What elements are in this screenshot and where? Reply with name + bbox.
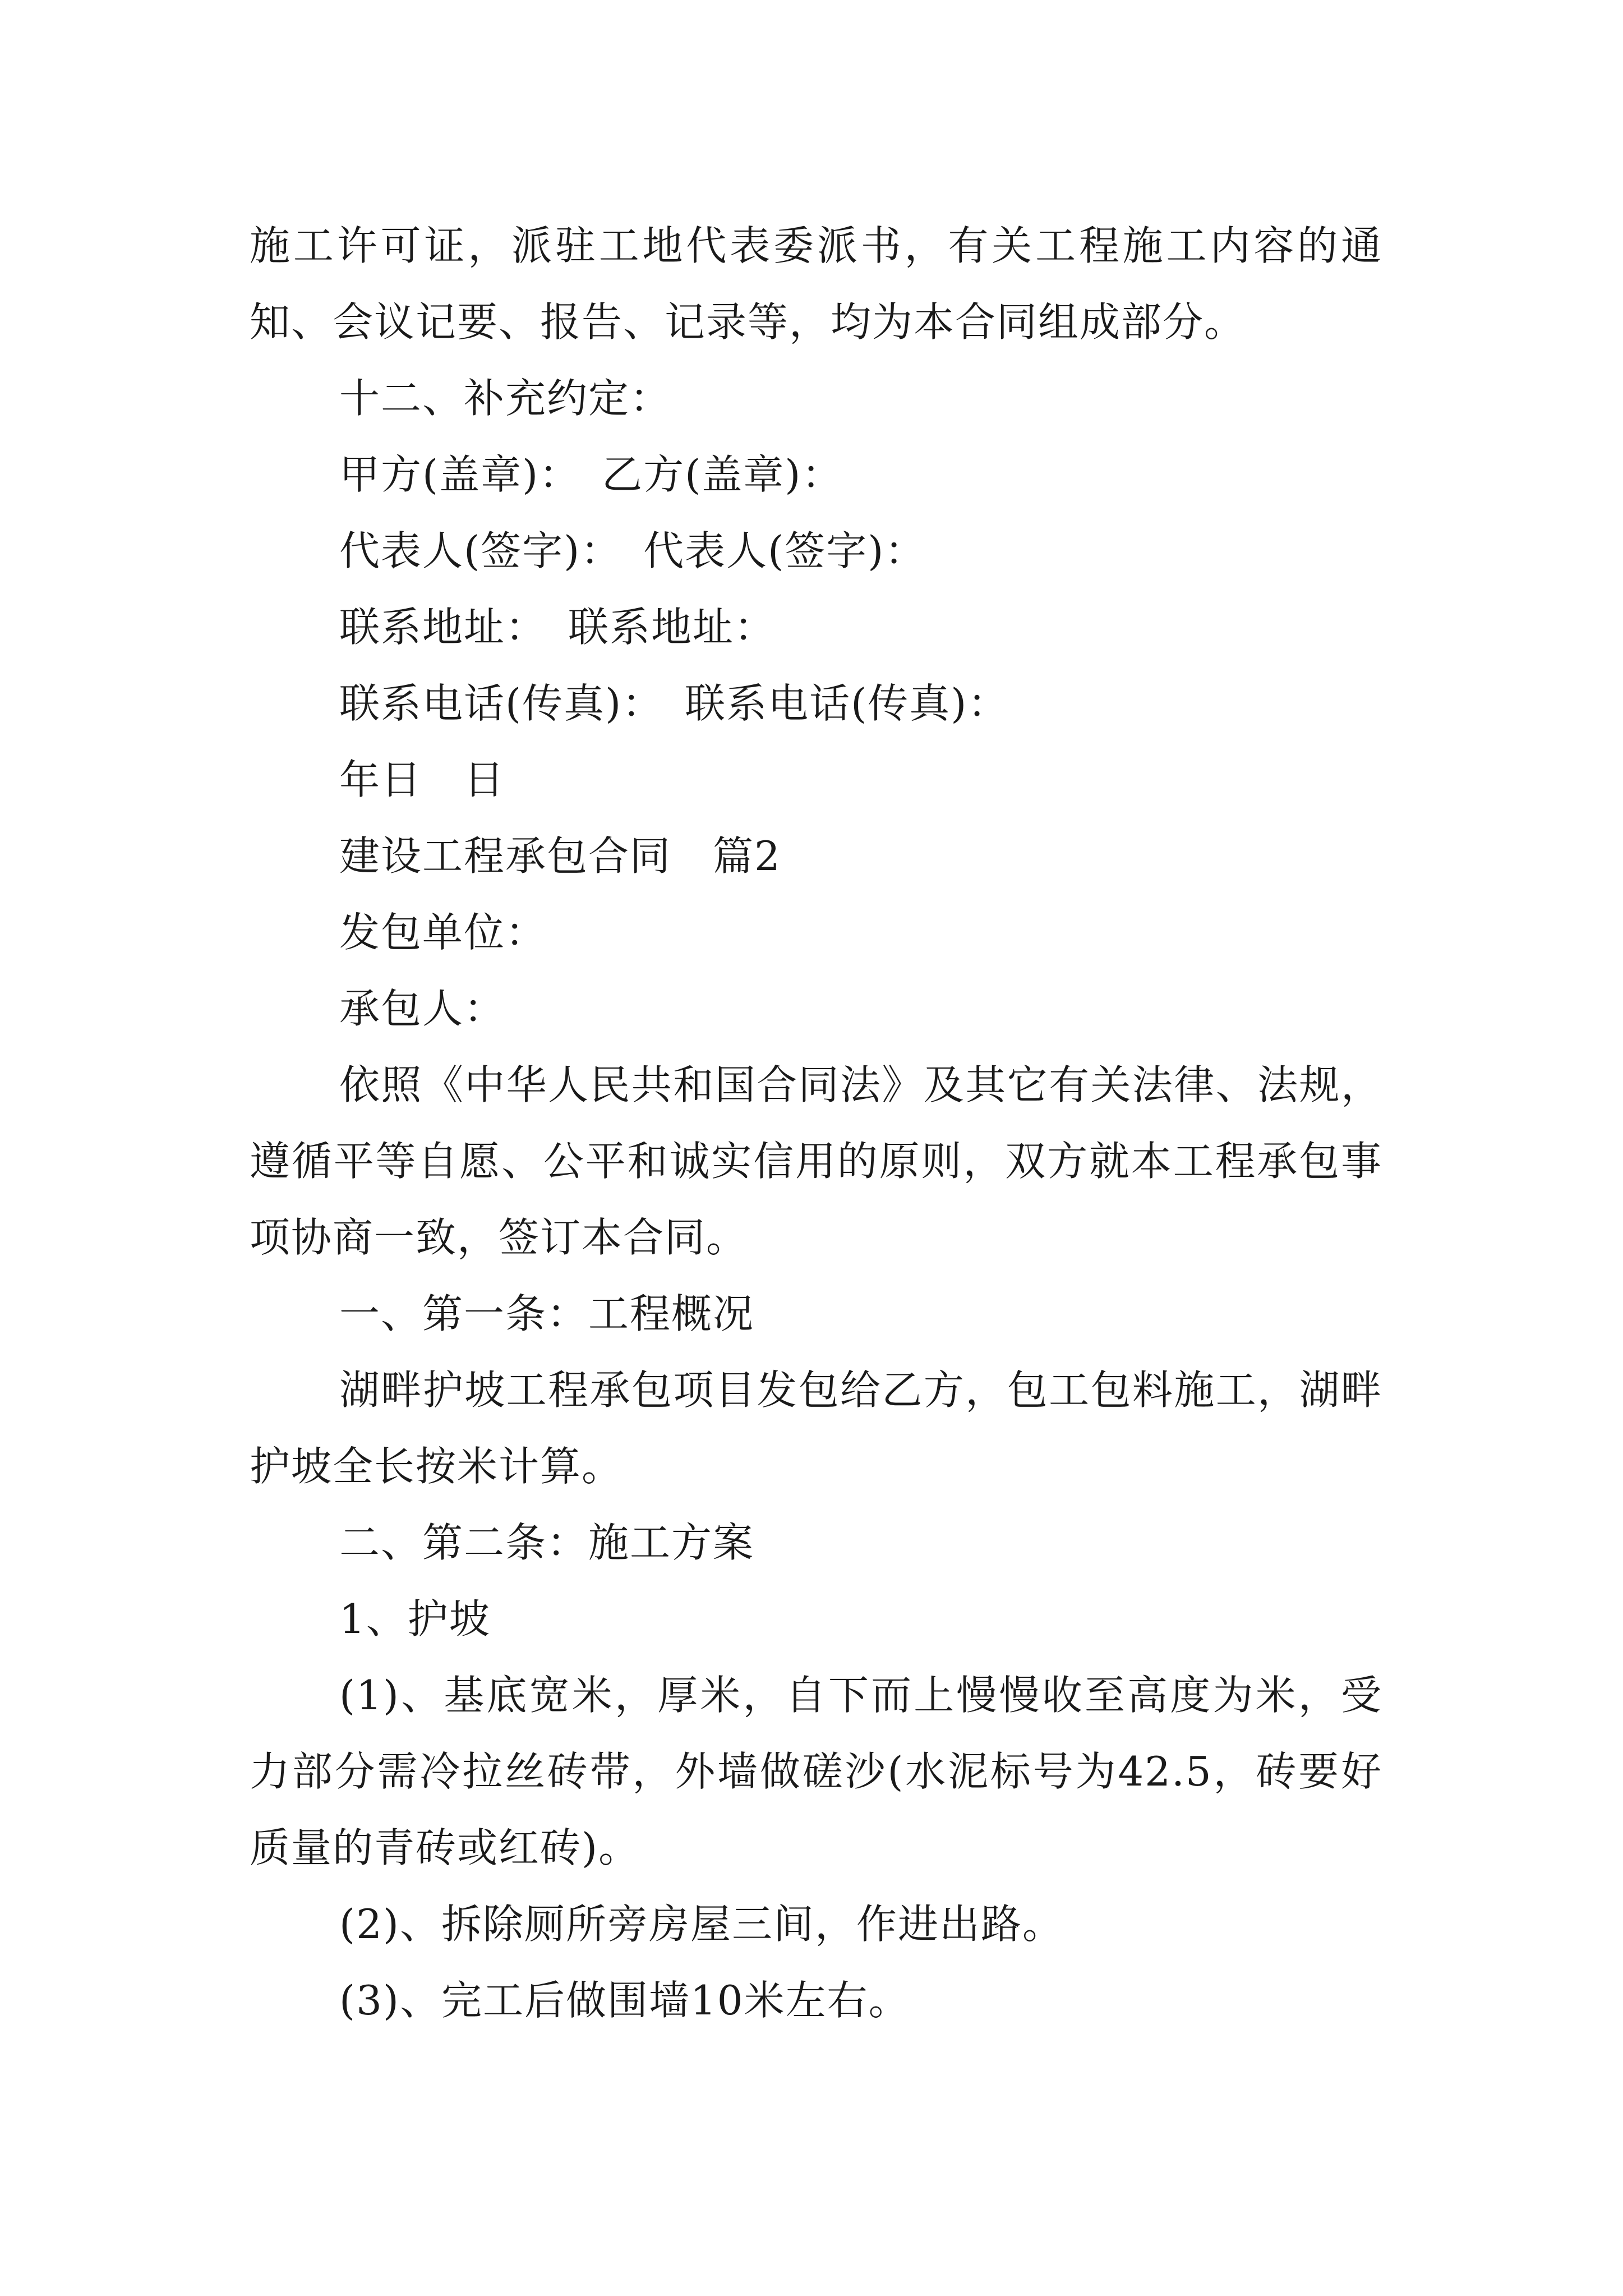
signature-line-phone: 联系电话(传真)： 联系电话(传真)： — [339, 680, 1009, 727]
paragraph-preamble: 依照《中华人民共和国合同法》及其它有关法律、法规，遵循平等自愿、公平和诚实信用的原则，双方就本工程承包事项协商一致，签订本合同。 — [250, 1061, 1382, 1261]
article-1-heading: 一、第一条：工程概况 — [339, 1290, 755, 1337]
signature-line-address: 联系地址： 联系地址： — [339, 604, 776, 651]
contract-title: 建设工程承包合同 篇2 — [339, 832, 781, 880]
article-2-heading: 二、第二条：施工方案 — [339, 1519, 755, 1566]
signature-line-seal: 甲方(盖章)： 乙方(盖章)： — [339, 451, 843, 498]
item-1-3: (3)、完工后做围墙10米左右。 — [339, 1977, 910, 2024]
document-body — [250, 208, 1382, 2039]
signature-line-representative: 代表人(签字)： 代表人(签字)： — [339, 527, 926, 574]
paragraph-continued: 施工许可证，派驻工地代表委派书，有关工程施工内容的通知、会议记要、报告、记录等，均为本合同组成部分。 — [250, 222, 1382, 346]
item-1-heading: 1、护坡 — [339, 1595, 491, 1642]
article-1-body: 湖畔护坡工程承包项目发包给乙方，包工包料施工，湖畔护坡全长按米计算。 — [250, 1366, 1382, 1490]
item-1-2: (2)、拆除厕所旁房屋三间，作进出路。 — [339, 1901, 1064, 1948]
signature-line-date: 年日 日 — [339, 756, 506, 803]
item-1-1: (1)、基底宽米，厚米，自下而上慢慢收至高度为米，受力部分需冷拉丝砖带，外墙做磋沙(水泥标号为42.5，砖要好质量的青砖或红砖)。 — [250, 1672, 1382, 1871]
section-heading-supplement: 十二、补充约定： — [339, 375, 672, 422]
party-employer: 发包单位： — [339, 909, 547, 956]
party-contractor: 承包人： — [339, 985, 506, 1032]
